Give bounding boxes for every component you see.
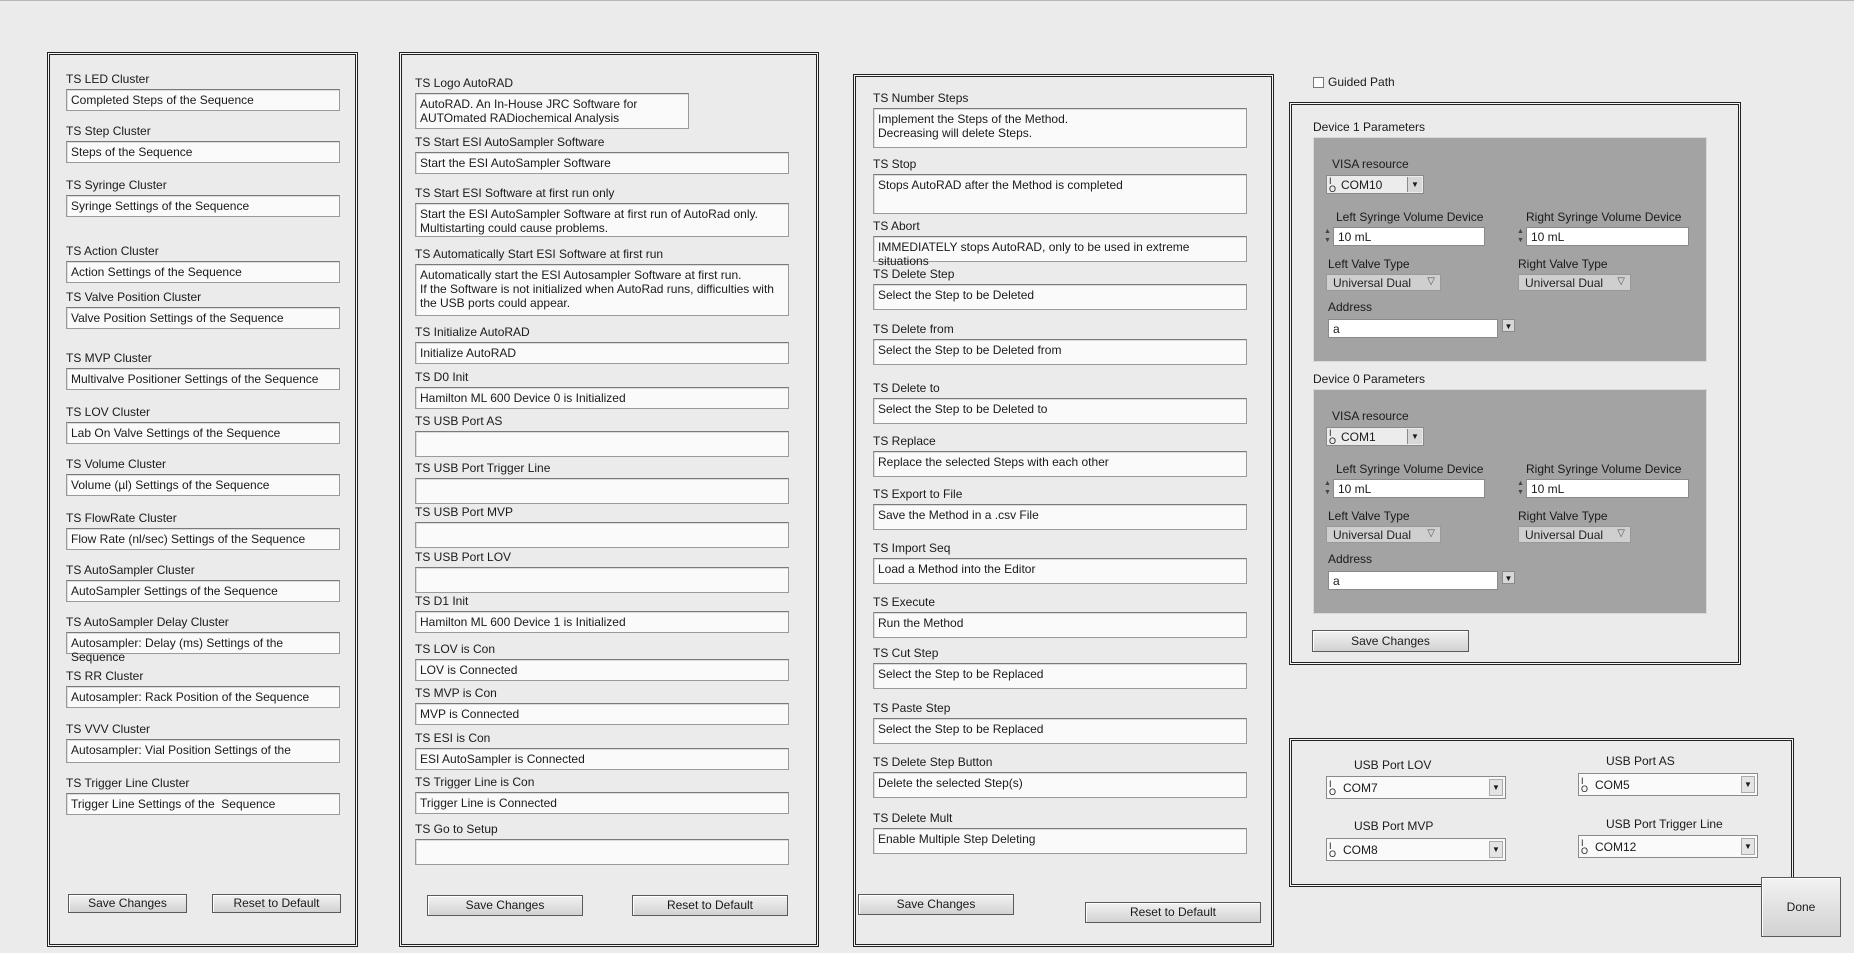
field-label: TS LOV is Con (415, 642, 496, 656)
device0-address-input[interactable]: a (1328, 571, 1498, 590)
device1-address-dropdown-icon[interactable]: ▼ (1502, 319, 1515, 332)
usb-port-mvp-select[interactable] (1326, 838, 1506, 861)
field-label: TS Automatically Start ESI Software at first run (415, 247, 664, 261)
device0-right-volume-label: Right Syringe Volume Device (1526, 462, 1682, 476)
visa-value: COM1 (1341, 430, 1376, 444)
spinner-arrows-icon[interactable]: ▲ ▼ (1517, 228, 1524, 244)
ring-arrow-icon: ▽ (1617, 528, 1625, 539)
field-label: TS D1 Init (415, 594, 469, 608)
field-label: TS Abort (873, 219, 920, 233)
field-label: TS Import Seq (873, 541, 951, 555)
chevron-down-icon[interactable]: ▼ (1489, 779, 1503, 796)
field-textbox[interactable]: AutoRAD. An In-House JRC Software for AUTOmated RADiochemical Analysis (415, 93, 689, 129)
field-textbox[interactable]: Valve Position Settings of the Sequence (66, 307, 340, 329)
field-textbox[interactable]: Steps of the Sequence (66, 141, 340, 163)
device1-right-volume-label: Right Syringe Volume Device (1526, 210, 1682, 224)
field-label: TS Delete Step (873, 267, 955, 281)
field-label: TS Cut Step (873, 646, 939, 660)
usb-value: COM12 (1595, 840, 1637, 854)
visa-icon: I O (1581, 776, 1589, 794)
ring-value: Universal Dual (1333, 528, 1412, 542)
field-textbox[interactable]: Load a Method into the Editor (873, 558, 1247, 584)
usb-mvp-label: USB Port MVP (1354, 819, 1434, 833)
field-textbox[interactable]: IMMEDIATELY stops AutoRAD, only to be used in extreme situations (873, 236, 1247, 262)
field-label: TS VVV Cluster (66, 722, 151, 736)
field-label: TS Stop (873, 157, 917, 171)
device1-title: Device 1 Parameters (1313, 120, 1426, 134)
col3-reset-to-default-button[interactable]: Reset to Default (1085, 902, 1261, 923)
field-textbox[interactable]: Autosampler: Rack Position of the Sequence (66, 686, 340, 708)
col2-save-changes-button[interactable]: Save Changes (427, 895, 583, 916)
field-label: TS Start ESI Software at first run only (415, 186, 615, 200)
field-label: TS RR Cluster (66, 669, 144, 683)
device1-left-valve-label: Left Valve Type (1328, 257, 1410, 271)
field-textbox[interactable]: Save the Method in a .csv File (873, 504, 1247, 530)
field-label: TS USB Port LOV (415, 550, 512, 564)
field-textbox[interactable]: Hamilton ML 600 Device 1 is Initialized (415, 611, 789, 633)
visa-icon: I O (1329, 841, 1337, 859)
field-textbox[interactable]: MVP is Connected (415, 703, 789, 725)
usb-port-as-select[interactable] (1578, 773, 1758, 796)
col1-reset-to-default-button[interactable]: Reset to Default (212, 894, 341, 913)
device0-address-label: Address (1328, 552, 1373, 566)
device1-visa-resource-select[interactable] (1326, 175, 1424, 194)
field-textbox[interactable]: Implement the Steps of the Method. Decreasing will delete Steps. (873, 108, 1247, 148)
field-textbox[interactable] (415, 522, 789, 548)
device0-left-volume-label: Left Syringe Volume Device (1336, 462, 1484, 476)
usb-trigger-label: USB Port Trigger Line (1606, 817, 1723, 831)
field-label: TS LOV Cluster (66, 405, 151, 419)
usb-value: COM8 (1343, 843, 1378, 857)
field-textbox[interactable]: Autosampler: Vial Position Settings of the (66, 739, 340, 763)
field-textbox[interactable]: Hamilton ML 600 Device 0 is Initialized (415, 387, 789, 409)
ring-value: Universal Dual (1525, 528, 1604, 542)
field-label: TS Start ESI AutoSampler Software (415, 135, 605, 149)
ring-value: Universal Dual (1525, 276, 1604, 290)
field-textbox[interactable]: AutoSampler Settings of the Sequence (66, 580, 340, 602)
field-label: TS Trigger Line Cluster (66, 776, 190, 790)
field-textbox[interactable]: Stops AutoRAD after the Method is completed (873, 174, 1247, 214)
field-label: TS Logo AutoRAD (415, 76, 514, 90)
field-label: TS FlowRate Cluster (66, 511, 177, 525)
chevron-down-icon[interactable]: ▼ (1489, 841, 1503, 858)
field-label: TS Number Steps (873, 91, 969, 105)
device0-left-valve-select[interactable] (1326, 526, 1441, 543)
field-textbox[interactable]: Multivalve Positioner Settings of the Sequence (66, 368, 340, 390)
usb-as-label: USB Port AS (1606, 754, 1675, 768)
device1-left-valve-select[interactable] (1326, 274, 1441, 291)
guided-path-label: Guided Path (1328, 75, 1395, 89)
device1-address-label: Address (1328, 300, 1373, 314)
field-textbox[interactable]: Automatically start the ESI Autosampler Software at first run. If the Software is not initialized when AutoRad runs, difficulties with the USB ports could appear. (415, 264, 789, 316)
field-label: TS Delete Step Button (873, 755, 993, 769)
device1-left-volume-label: Left Syringe Volume Device (1336, 210, 1484, 224)
field-textbox[interactable] (415, 431, 789, 457)
field-label: TS Delete to (873, 381, 940, 395)
spinner-arrows-icon[interactable]: ▲ ▼ (1324, 480, 1331, 496)
field-label: TS Delete Mult (873, 811, 953, 825)
device0-right-valve-label: Right Valve Type (1518, 509, 1608, 523)
field-label: TS MVP is Con (415, 686, 497, 700)
field-textbox[interactable]: Start the ESI AutoSampler Software (415, 152, 789, 174)
field-textbox[interactable]: Initialize AutoRAD (415, 342, 789, 364)
field-label: TS USB Port MVP (415, 505, 514, 519)
field-textbox[interactable]: Run the Method (873, 612, 1247, 638)
device0-right-valve-select[interactable] (1518, 526, 1631, 543)
field-label: TS Execute (873, 595, 936, 609)
top-divider (0, 0, 1854, 1)
device0-address-dropdown-icon[interactable]: ▼ (1502, 571, 1515, 584)
field-label: TS Trigger Line is Con (415, 775, 535, 789)
field-textbox[interactable] (415, 478, 789, 504)
device1-right-volume-input[interactable]: 10 mL (1526, 227, 1689, 246)
device1-right-valve-select[interactable] (1518, 274, 1631, 291)
device1-visa-label: VISA resource (1332, 157, 1409, 171)
field-label: TS Go to Setup (415, 822, 498, 836)
ring-value: Universal Dual (1333, 276, 1412, 290)
field-textbox[interactable]: Select the Step to be Replaced (873, 663, 1247, 689)
field-label: TS ESI is Con (415, 731, 491, 745)
ring-arrow-icon: ▽ (1617, 276, 1625, 287)
device1-right-valve-label: Right Valve Type (1518, 257, 1608, 271)
field-label: TS Volume Cluster (66, 457, 167, 471)
chevron-down-icon[interactable]: ▼ (1407, 429, 1422, 444)
visa-icon: I O (1329, 176, 1337, 194)
field-textbox[interactable]: Select the Step to be Deleted from (873, 339, 1247, 365)
field-label: TS AutoSampler Delay Cluster (66, 615, 229, 629)
chevron-down-icon[interactable]: ▼ (1407, 177, 1422, 192)
visa-value: COM10 (1341, 178, 1383, 192)
devices-save-changes-button[interactable]: Save Changes (1312, 630, 1469, 652)
device0-visa-resource-select[interactable] (1326, 427, 1424, 446)
field-textbox[interactable]: Trigger Line is Connected (415, 792, 789, 814)
field-textbox[interactable]: Replace the selected Steps with each other (873, 451, 1247, 477)
field-textbox[interactable]: Autosampler: Delay (ms) Settings of the Sequence (66, 632, 340, 654)
field-label: TS D0 Init (415, 370, 469, 384)
field-textbox[interactable]: LOV is Connected (415, 659, 789, 681)
usb-value: COM7 (1343, 781, 1378, 795)
visa-icon: I O (1329, 428, 1337, 446)
field-textbox[interactable]: Action Settings of the Sequence (66, 261, 340, 283)
device0-left-valve-label: Left Valve Type (1328, 509, 1410, 523)
chevron-down-icon[interactable]: ▼ (1741, 838, 1755, 855)
usb-port-trigger-line-select[interactable] (1578, 835, 1758, 858)
field-textbox[interactable]: Lab On Valve Settings of the Sequence (66, 422, 340, 444)
field-label: TS USB Port Trigger Line (415, 461, 551, 475)
device1-left-volume-input[interactable]: 10 mL (1333, 227, 1485, 246)
spinner-arrows-icon[interactable]: ▲ ▼ (1517, 480, 1524, 496)
field-label: TS AutoSampler Cluster (66, 563, 195, 577)
field-textbox[interactable]: Syringe Settings of the Sequence (66, 195, 340, 217)
field-label: TS Action Cluster (66, 244, 159, 258)
device0-visa-label: VISA resource (1332, 409, 1409, 423)
field-label: TS Replace (873, 434, 936, 448)
guided-path-checkbox[interactable] (1313, 77, 1324, 88)
field-textbox[interactable]: Delete the selected Step(s) (873, 772, 1247, 798)
field-textbox[interactable]: ESI AutoSampler is Connected (415, 748, 789, 770)
field-textbox[interactable]: Completed Steps of the Sequence (66, 89, 340, 111)
device0-title: Device 0 Parameters (1313, 372, 1426, 386)
col3-save-changes-button[interactable]: Save Changes (858, 894, 1014, 915)
ring-arrow-icon: ▽ (1427, 528, 1435, 539)
device0-right-volume-input[interactable]: 10 mL (1526, 479, 1689, 498)
field-textbox[interactable]: Start the ESI AutoSampler Software at first run of AutoRad only. Multistarting could cause problems. (415, 203, 789, 237)
visa-icon: I O (1329, 779, 1337, 797)
field-textbox[interactable]: Volume (µl) Settings of the Sequence (66, 474, 340, 496)
field-textbox[interactable]: Select the Step to be Replaced (873, 718, 1247, 744)
device0-left-volume-input[interactable]: 10 mL (1333, 479, 1485, 498)
field-textbox[interactable] (415, 839, 789, 865)
field-label: TS Step Cluster (66, 124, 151, 138)
field-label: TS Export to File (873, 487, 963, 501)
done-button[interactable]: Done (1761, 877, 1841, 937)
col2-reset-to-default-button[interactable]: Reset to Default (632, 895, 788, 916)
visa-icon: I O (1581, 838, 1589, 856)
field-label: TS LED Cluster (66, 72, 150, 86)
field-textbox[interactable]: Select the Step to be Deleted (873, 284, 1247, 310)
spinner-arrows-icon[interactable]: ▲ ▼ (1324, 228, 1331, 244)
field-label: TS Valve Position Cluster (66, 290, 202, 304)
chevron-down-icon[interactable]: ▼ (1741, 776, 1755, 793)
field-label: TS Delete from (873, 322, 954, 336)
field-textbox[interactable]: Select the Step to be Deleted to (873, 398, 1247, 424)
device1-address-input[interactable]: a (1328, 319, 1498, 338)
field-label: TS MVP Cluster (66, 351, 152, 365)
usb-value: COM5 (1595, 778, 1630, 792)
field-textbox[interactable]: Enable Multiple Step Deleting (873, 828, 1247, 854)
col1-save-changes-button[interactable]: Save Changes (68, 894, 187, 913)
ring-arrow-icon: ▽ (1427, 276, 1435, 287)
field-label: TS Initialize AutoRAD (415, 325, 530, 339)
field-textbox[interactable]: Trigger Line Settings of the Sequence (66, 793, 340, 815)
usb-port-lov-select[interactable] (1326, 776, 1506, 799)
field-textbox[interactable] (415, 567, 789, 593)
field-label: TS USB Port AS (415, 414, 503, 428)
field-textbox[interactable]: Flow Rate (nl/sec) Settings of the Sequence (66, 528, 340, 550)
usb-lov-label: USB Port LOV (1354, 758, 1432, 772)
field-label: TS Paste Step (873, 701, 951, 715)
field-label: TS Syringe Cluster (66, 178, 167, 192)
